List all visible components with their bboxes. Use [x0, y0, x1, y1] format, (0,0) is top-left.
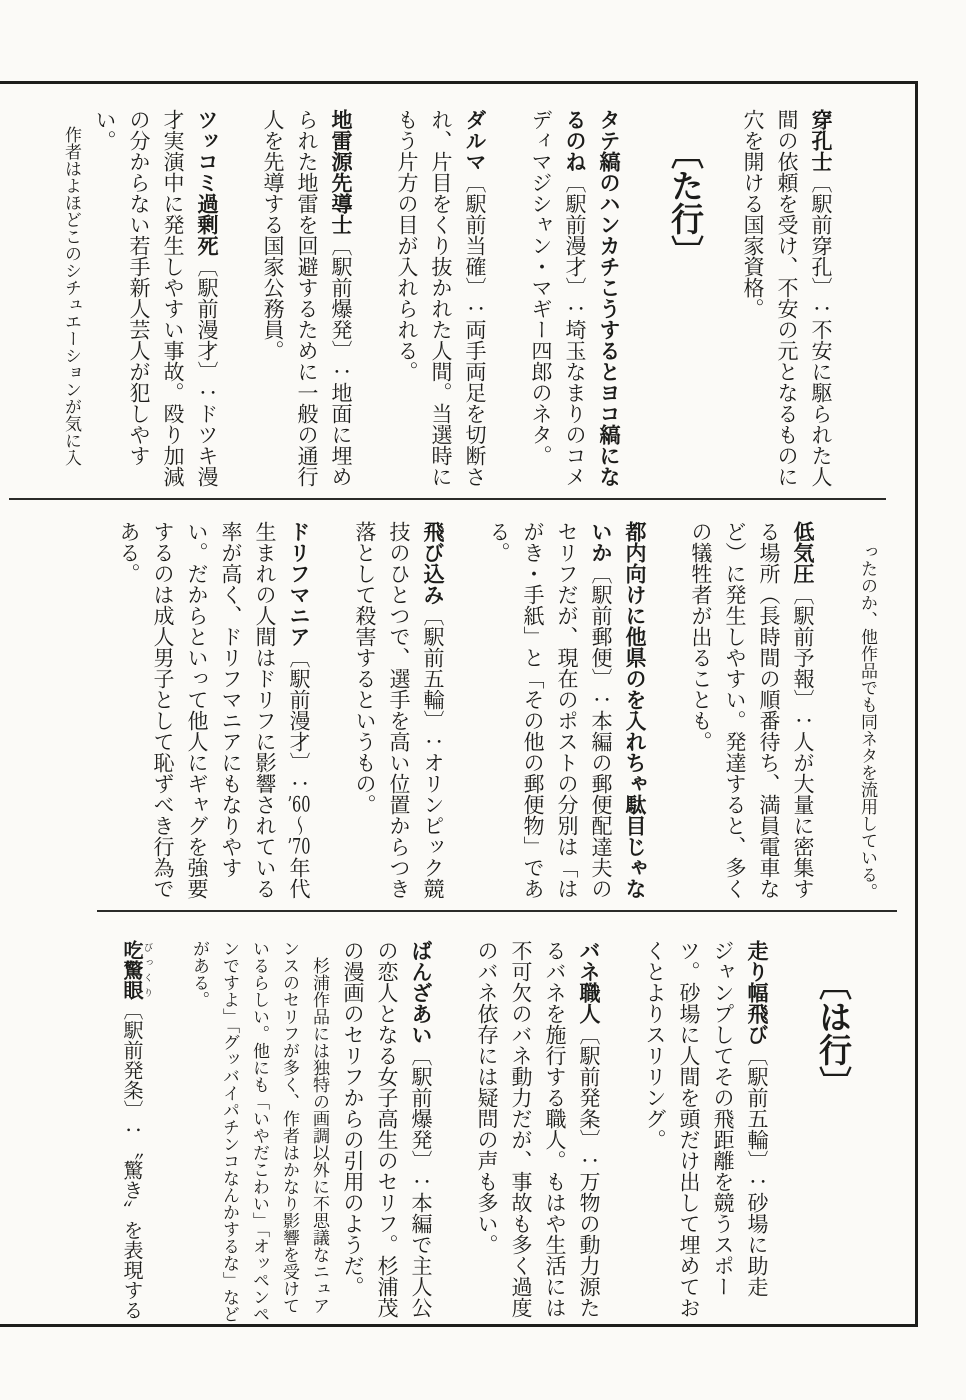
entry-tonai	[482, 521, 652, 907]
glossary-band-middle	[112, 521, 882, 907]
entry-term-furigana: びっくり	[141, 940, 153, 1000]
entry-source: 〔駅前漫才〕：	[195, 256, 219, 403]
entry-source: 〔駅前郵便〕：	[589, 563, 613, 710]
glossary-band-top	[56, 109, 838, 495]
entry-banzaai-author-note: 杉浦作品には独特の画調以外に不思議なニュアンスのセリフが多く、作者はかなり影響を受けているらしい。他にも「いやだこわい」「オッペンペンですよ」「グッバイパチンコなんかするな」などがある。	[189, 940, 329, 1323]
entry-term: 地雷源先導士	[329, 109, 354, 235]
entry-term: 穿孔士	[809, 109, 834, 172]
entry-baneshokunin	[470, 940, 606, 1326]
entry-teikiatsu	[684, 521, 820, 907]
entry-term: タテ縞のハンカチこうするとヨコ縞になるのね	[563, 109, 622, 487]
entry-body: 万物の動力源たるバネを施行する職人。もはや生活には不可欠のバネ動力だが、事故も多く過度のバネ依存には疑問の声も多い。	[475, 940, 601, 1318]
entry-body: 人が大量に密集する場所（長時間の順番待ち、満員電車など）に発生しやすい。発達すると、多くの犠牲者が出ることも。	[689, 521, 815, 899]
band-divider-upper	[9, 498, 886, 500]
year-to: ’70	[287, 836, 311, 857]
entry-source: 〔駅前爆発〕：	[409, 1045, 433, 1192]
entry-body: 本編で主人公の恋人となる女子高生のセリフ。杉浦茂の漫画のセリフからの引用のようだ。	[341, 940, 433, 1318]
entry-banzaai	[336, 940, 438, 1326]
entry-body: オリンピック競技のひとつで、選手を高い位置からつき落として殺害するというもの。	[353, 521, 445, 899]
entry-body: 埼玉なまりのコメディマジシャン・マギー四郎のネタ。	[529, 109, 587, 487]
entry-body: 両手両足を切断され、片目をくり抜かれた人間。当選時にもう片方の目が入れられる。	[395, 109, 487, 487]
entry-term: 吃驚眼	[120, 940, 144, 1000]
entry-term: 走り幅飛び	[745, 940, 770, 1045]
entry-source: 〔駅前穿孔〕：	[809, 172, 833, 319]
entry-source: 〔駅前予報〕：	[791, 584, 815, 731]
entry-term: ばんざあい	[409, 940, 434, 1045]
entry-body: 砂場に助走ジャンプしてその飛距離を競うスポーツ。砂場に人間を頭だけ出して埋めておくとよりスリリング。	[643, 940, 769, 1318]
entry-term: ダルマ	[463, 109, 488, 172]
entry-term: ドリフマニア	[287, 521, 312, 647]
entry-hashirihabatobi	[638, 940, 774, 1326]
entry-jiraigen	[256, 109, 358, 495]
entry-term: ツッコミ過剰死	[195, 109, 220, 256]
entry-term: 都内向けに他県のを入れちゃ駄目じゃないか	[589, 521, 648, 899]
entry-source: 〔駅前爆発〕：	[329, 235, 353, 382]
entry-source: 〔駅前五輪〕：	[421, 605, 445, 752]
page-border-top	[0, 81, 918, 84]
entry-source: 〔駅前漫才〕：	[287, 647, 311, 794]
entry-body: 〝驚き〟を表現する	[120, 1140, 144, 1320]
entry-source: 〔駅前発条〕：	[120, 1000, 144, 1140]
entry-body: 不安に駆られた人間の依頼を受け、不安の元となるものに穴を開ける国家資格。	[741, 109, 833, 487]
entry-dorifumania	[112, 521, 316, 907]
entry-senkoushi	[736, 109, 838, 495]
entry-source: 〔駅前発条〕：	[577, 1024, 601, 1171]
entry-daruma	[390, 109, 492, 495]
entry-source: 〔駅前漫才〕：	[563, 172, 587, 319]
entry-term: 低気圧	[791, 521, 816, 584]
entry-source: 〔駅前当確〕：	[463, 172, 487, 319]
entry-body: ドツキ漫才実演中に発生しやすい事故。殴り加減の分からない若手新人芸人が犯しやすい。	[93, 109, 219, 487]
entry-term: バネ職人	[577, 940, 602, 1024]
glossary-band-bottom	[115, 940, 884, 1326]
entry-term-ruby	[120, 940, 153, 1000]
entry-bikkurime	[115, 940, 152, 1326]
entry-tsukkomi-author-note-part2: ったのか、他作品でも同ネタを流用している。	[857, 543, 877, 900]
entry-tatejima	[524, 109, 626, 495]
section-header-ta: 〔た行〕	[666, 136, 705, 268]
entry-body: 地面に埋められた地雷を回避するために一般の通行人を先導する国家公務員。	[261, 109, 353, 487]
year-from: ’60	[287, 794, 311, 815]
section-header-ha: 〔は行〕	[814, 967, 853, 1099]
page-border-right	[915, 81, 918, 1327]
range-mark: ～	[287, 815, 311, 836]
entry-source: 〔駅前五輪〕：	[745, 1045, 769, 1192]
entry-tsukkomi-author-note-part1: 作者はよほどこのシチュエーションが気に入	[61, 126, 81, 466]
entry-tsukkomi	[88, 109, 224, 495]
band-divider-lower	[97, 910, 897, 912]
entry-term: 飛び込み	[421, 521, 446, 605]
entry-body: 本編の郵便配達夫のセリフだが、現在のポストの分別は「はがき・手紙」と「その他の郵便物」である。	[487, 521, 613, 899]
entry-body: 年代生まれの人間はドリフに影響されている率が高く、ドリフマニアにもなりやすい。だからといって他人にギャグを強要するのは成人男子として恥ずべき行為である。	[117, 521, 311, 899]
entry-tobikomi	[348, 521, 450, 907]
